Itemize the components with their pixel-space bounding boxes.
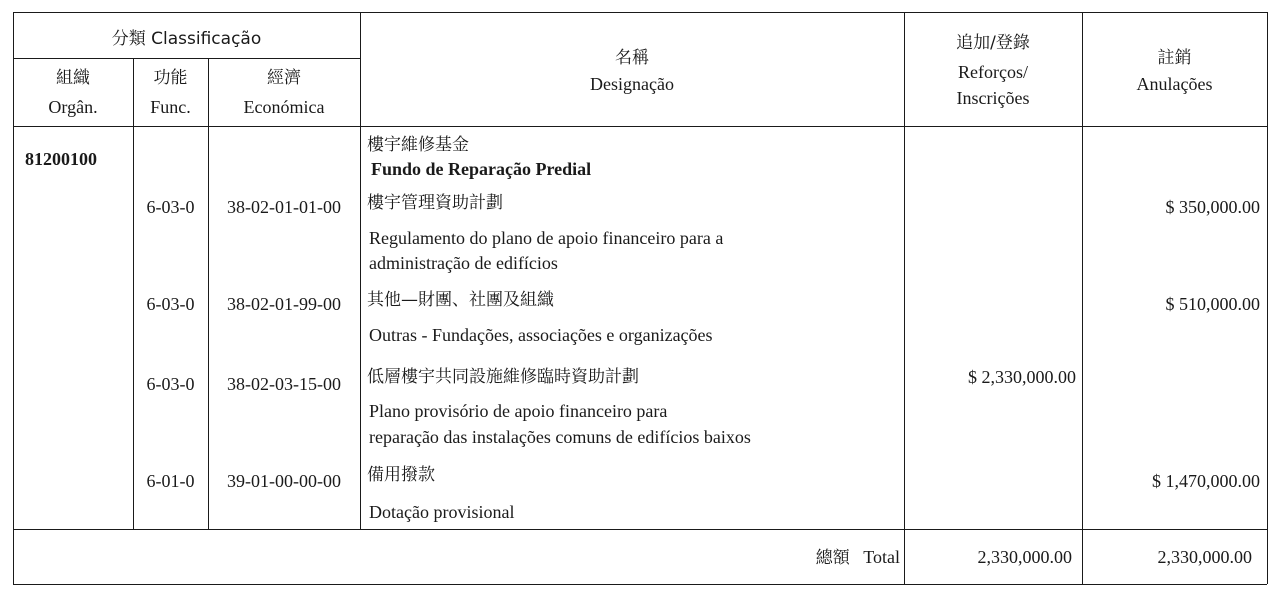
total-reinforce: 2,330,000.00: [977, 547, 1072, 567]
func-code: 6-03-0: [146, 374, 195, 394]
rule-right: [1267, 12, 1268, 584]
header-classification: 分類 Classificação: [111, 29, 262, 49]
rule-total-top: [13, 529, 1267, 530]
fund-title-zh: 樓宇維修基金: [367, 135, 469, 155]
header-organ-zh: 組織: [56, 68, 90, 88]
header-annul-zh: 註銷: [1157, 48, 1192, 68]
header-designation-zh: 名稱: [615, 48, 649, 68]
item-title-pt-1: Plano provisório de apoio financeiro para: [369, 401, 668, 421]
func-code: 6-01-0: [146, 471, 195, 491]
rule-header-bottom: [13, 126, 1267, 127]
econ-code: 38-02-01-01-00: [227, 197, 341, 217]
rule-bottom: [13, 584, 1267, 585]
econ-code: 38-02-03-15-00: [227, 374, 341, 394]
total-label: [600, 546, 900, 569]
total-label-pt: Total: [863, 547, 900, 567]
rule-top: [13, 12, 1267, 13]
annul-amount: $ 1,470,000.00: [1152, 471, 1260, 491]
econ-code: 38-02-01-99-00: [227, 294, 341, 314]
header-econ-pt: Económica: [243, 97, 325, 117]
econ-code: 39-01-00-00-00: [227, 471, 341, 491]
total-annul: 2,330,000.00: [1157, 547, 1252, 567]
item-title-zh: 樓宇管理資助計劃: [367, 193, 503, 213]
item-title-pt-1: Outras - Fundações, associações e organizações: [369, 325, 713, 345]
item-title-pt-2: reparação das instalações comuns de edifícios baixos: [369, 427, 751, 447]
item-title-pt-1: Regulamento do plano de apoio financeiro para a: [369, 228, 724, 248]
rule-classification: [13, 58, 360, 59]
header-organ-pt: Orgân.: [48, 97, 98, 117]
header-reinforce-pt2: Inscrições: [956, 88, 1030, 108]
total-label-zh: 總額: [815, 548, 850, 568]
header-reinforce-pt1: Reforços/: [958, 62, 1028, 82]
item-title-pt-2: administração de edifícios: [369, 253, 558, 273]
item-title-zh: 其他—財團、社團及組織: [367, 290, 554, 310]
func-code: 6-03-0: [146, 197, 195, 217]
organ-code: 81200100: [25, 149, 97, 169]
header-designation-pt: Designação: [590, 74, 674, 94]
item-title-zh: 備用撥款: [367, 465, 435, 485]
fund-title-pt: Fundo de Reparação Predial: [371, 159, 592, 179]
header-econ-zh: 經濟: [267, 68, 301, 88]
reinforce-amount: $ 2,330,000.00: [968, 367, 1076, 387]
item-title-zh: 低層樓宇共同設施維修臨時資助計劃: [367, 367, 639, 387]
item-title-pt-1: Dotação provisional: [369, 502, 515, 522]
header-func-zh: 功能: [153, 68, 188, 88]
header-func-pt: Func.: [150, 97, 191, 117]
header-reinforce-zh: 追加/登錄: [956, 33, 1030, 53]
func-code: 6-03-0: [146, 294, 195, 314]
header-annul-pt: Anulações: [1136, 74, 1213, 94]
annul-amount: $ 350,000.00: [1165, 197, 1260, 217]
annul-amount: $ 510,000.00: [1165, 294, 1260, 314]
